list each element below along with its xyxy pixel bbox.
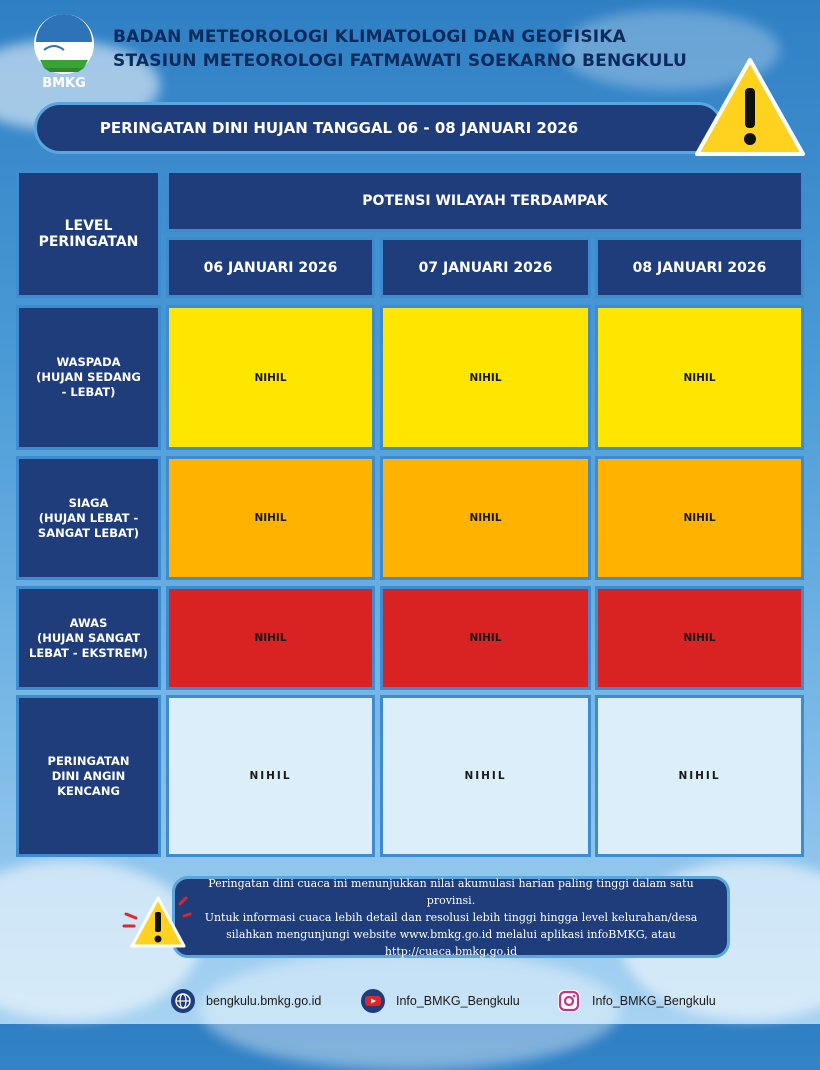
level-header	[16, 170, 161, 298]
note-line2: Untuk informasi cuaca lebih detail dan resolusi lebih tinggi hingga level kelurahan/desa	[204, 910, 698, 924]
level-name: WASPADA	[56, 355, 121, 369]
level-desc-line1: (HUJAN LEBAT -	[38, 510, 139, 525]
level-header-line1: LEVEL	[64, 218, 113, 234]
cell-waspada-1: NIHIL	[166, 305, 375, 450]
date-header-1: 06 JANUARI 2026	[166, 237, 375, 298]
footer-website[interactable]	[170, 986, 321, 1016]
level-waspada	[16, 305, 161, 450]
date-header-3: 08 JANUARI 2026	[595, 237, 804, 298]
level-desc-line1: (HUJAN SEDANG	[36, 370, 141, 384]
level-awas	[16, 586, 161, 690]
level-desc-line1: (HUJAN SANGAT	[36, 630, 141, 645]
footer-youtube-text: Info_BMKG_Bengkulu	[396, 994, 520, 1008]
cell-siaga-1: NIHIL	[166, 456, 375, 580]
cell-angin-3: NIHIL	[595, 695, 804, 857]
level-header-line2: PERINGATAN	[38, 234, 139, 250]
footer-website-text: bengkulu.bmkg.go.id	[206, 994, 322, 1008]
cell-angin-1: NIHIL	[166, 695, 375, 857]
cell-siaga-2: NIHIL	[380, 456, 591, 580]
level-desc-line2: LEBAT - EKSTREM)	[29, 645, 148, 660]
note-line4: http://cuaca.bmkg.go.id	[384, 944, 518, 958]
cell-awas-1: NIHIL	[166, 586, 375, 690]
cell-waspada-3: NIHIL	[595, 305, 804, 450]
level-desc-line1: DINI ANGIN	[51, 768, 126, 783]
level-desc-line2: KENCANG	[57, 783, 120, 798]
level-name: PERINGATAN	[47, 753, 130, 768]
date-header-2: 07 JANUARI 2026	[380, 237, 591, 298]
header-title-line1: BADAN METEOROLOGI KLIMATOLOGI DAN GEOFISIKA	[113, 27, 627, 47]
level-angin-kencang	[16, 695, 161, 857]
footer-instagram-text: Info_BMKG_Bengkulu	[592, 994, 716, 1008]
note-line1: Peringatan dini cuaca ini menunjukkan nilai akumulasi harian paling tinggi dalam satu provinsi.	[208, 876, 694, 907]
footer-instagram[interactable]	[556, 986, 716, 1016]
banner	[34, 102, 724, 154]
logo-text: BMKG	[42, 76, 86, 91]
region-header	[166, 170, 804, 232]
cell-awas-2: NIHIL	[380, 586, 591, 690]
level-name: AWAS	[69, 615, 108, 630]
level-siaga	[16, 456, 161, 580]
youtube-icon	[360, 988, 386, 1014]
cell-angin-2: NIHIL	[380, 695, 591, 857]
level-name: SIAGA	[68, 495, 109, 510]
warning-triangle-icon	[122, 892, 192, 952]
footer-youtube[interactable]	[360, 986, 520, 1016]
banner-title: PERINGATAN DINI HUJAN TANGGAL 06 - 08 JANUARI 2026	[99, 119, 579, 137]
header-title-line2: STASIUN METEOROLOGI FATMAWATI SOEKARNO BENGKULU	[113, 51, 688, 71]
region-header-label: POTENSI WILAYAH TERDAMPAK	[362, 193, 608, 209]
instagram-icon	[556, 988, 582, 1014]
cell-siaga-3: NIHIL	[595, 456, 804, 580]
warning-triangle-icon	[693, 54, 807, 164]
globe-icon	[170, 988, 196, 1014]
info-note	[172, 876, 730, 958]
note-line3: silahkan mengunjungi website www.bmkg.go.id melalui aplikasi infoBMKG, atau	[226, 927, 676, 941]
level-desc-line2: - LEBAT)	[61, 385, 116, 399]
cell-waspada-2: NIHIL	[380, 305, 591, 450]
level-desc-line2: SANGAT LEBAT)	[37, 525, 140, 540]
cell-awas-3: NIHIL	[595, 586, 804, 690]
